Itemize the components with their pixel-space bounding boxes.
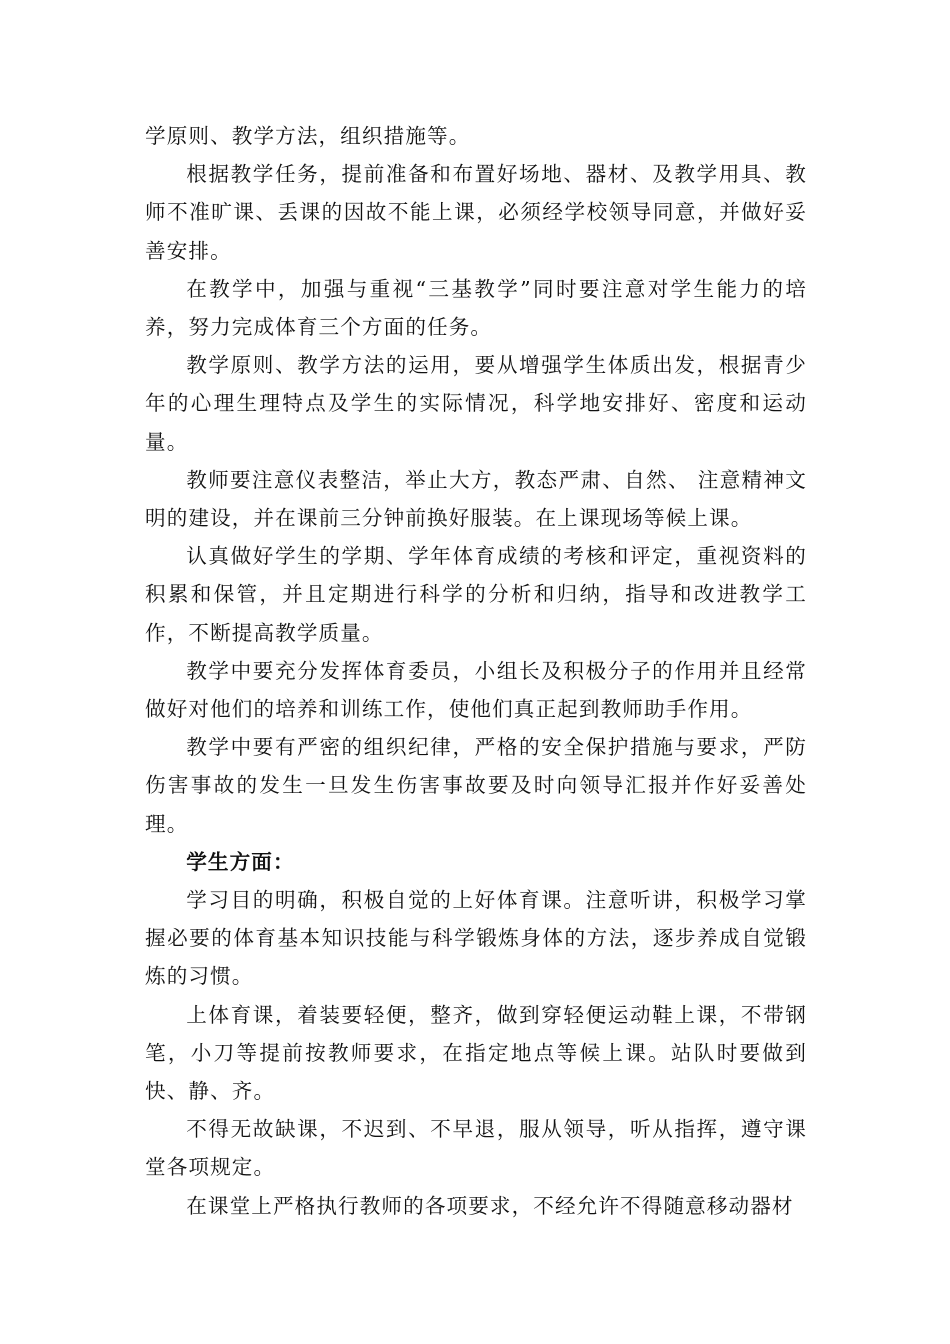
paragraph-preparation: 根据教学任务，提前准备和布置好场地、器材、及教学用具、教师不准旷课、丢课的因故不能上课，必须经学校领导同意，并做好妥善安排。 (145, 162, 807, 263)
paragraph-appearance: 教师要注意仪表整洁，举止大方，教态严肃、自然、 注意精神文明的建设，并在课前三分钟前换好服装。在上课现场等候上课。 (145, 467, 807, 531)
paragraph-sports-committee: 教学中要充分发挥体育委员，小组长及积极分子的作用并且经常做好对他们的培养和训练工作，使他们真正起到教师助手作用。 (145, 658, 807, 722)
paragraph-student-purpose: 学习目的明确，积极自觉的上好体育课。注意听讲，积极学习掌握必要的体育基本知识技能与科学锻炼身体的方法，逐步养成自觉锻炼的习惯。 (145, 888, 807, 989)
paragraph-student-requirements: 在课堂上严格执行教师的各项要求，不经允许不得随意移动器材 (186, 1193, 794, 1218)
document-page (145, 117, 807, 1225)
paragraph-principles: 教学原则、教学方法的运用，要从增强学生体质出发，根据青少年的心理生理特点及学生的实际情况，科学地安排好、密度和运动量。 (145, 353, 807, 454)
paragraph-safety: 教学中要有严密的组织纪律，严格的安全保护措施与要求，严防伤害事故的发生一旦发生伤害事故要及时向领导汇报并作好妥善处理。 (145, 735, 807, 836)
paragraph-student-attendance: 不得无故缺课，不迟到、不早退，服从领导，听从指挥，遵守课堂各项规定。 (145, 1117, 807, 1180)
student-section-heading: 学生方面： (186, 849, 295, 874)
paragraph-three-basics: 在教学中，加强与重视“三基教学”同时要注意对学生能力的培养，努力完成体育三个方面的任务。 (145, 276, 807, 340)
paragraph-continued: 学原则、教学方法，组织措施等。 (145, 124, 471, 148)
paragraph-student-attire: 上体育课，着装要轻便，整齐，做到穿轻便运动鞋上课，不带钢笔，小刀等提前按教师要求，在指定地点等候上课。站队时要做到快、静、齐。 (145, 1002, 807, 1104)
paragraph-assessment: 认真做好学生的学期、学年体育成绩的考核和评定，重视资料的积累和保管，并且定期进行科学的分析和归纳，指导和改进教学工作，不断提高教学质量。 (145, 544, 807, 645)
